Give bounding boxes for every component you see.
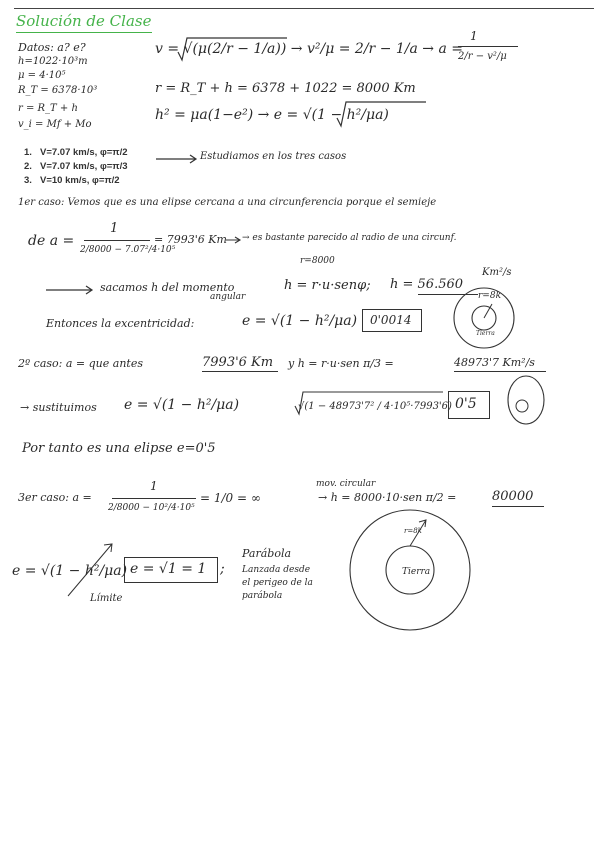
caso1-e-value: 0'0014 bbox=[370, 313, 412, 327]
caso3-eq: = 1/0 = ∞ bbox=[200, 491, 261, 505]
cases-arrow bbox=[156, 155, 196, 163]
caso1-intro: 1er caso: Vemos que es una elipse cercana a una circunferencia porque el semieje bbox=[18, 197, 437, 208]
caso2-sqrt-sign bbox=[295, 392, 443, 414]
caso2-intro: 2º caso: a = que antes bbox=[18, 357, 143, 370]
datos-vi: v_i = Mf + Mo bbox=[18, 119, 92, 130]
case-1: V=7.07 km/s, φ=π/2 bbox=[40, 147, 128, 158]
caso3-h-value: 80000 bbox=[492, 489, 534, 504]
vis-viva-sqrt-sign bbox=[178, 38, 287, 60]
caso1-excentricidad: Entonces la excentricidad: bbox=[46, 317, 195, 330]
caso1-circle-label: r=8k bbox=[478, 291, 502, 301]
caso2-sustituir: → sustituimos bbox=[20, 401, 97, 414]
a-denominator: 2/r − v²/μ bbox=[458, 51, 507, 62]
caso1-h-units: Km²/s bbox=[482, 267, 512, 278]
caso2-h-value: 48973'7 Km²/s bbox=[454, 356, 535, 369]
caso1-momento: sacamos h del momento bbox=[100, 281, 235, 294]
caso3-frac-den: 2/8000 − 10²/4·10⁵ bbox=[108, 503, 195, 513]
momento-arrow bbox=[46, 286, 92, 294]
caso1-e-formula: e = √(1 − h²/μa) bbox=[242, 313, 358, 329]
h-squared-equation: h² = μa(1−e²) → e = √(1 − h²/μa) bbox=[155, 107, 389, 123]
caso1-frac-num: 1 bbox=[110, 221, 119, 236]
earth-circle-caso2 bbox=[516, 400, 528, 412]
caso3-r-label: r=8k bbox=[404, 527, 422, 535]
caso3-parabola: Parábola bbox=[242, 547, 292, 560]
caso3-e-formula: e = √(1 − h²/μa) bbox=[12, 563, 128, 579]
caso1-tierra-label: Tierra bbox=[476, 330, 495, 337]
caso3-e-box-text: e = √1 = 1 bbox=[130, 561, 207, 577]
caso1-frac-den: 2/8000 − 7.07²/4·10⁵ bbox=[80, 245, 176, 255]
case-2-number: 2. bbox=[24, 161, 32, 172]
caso1-a: de a = bbox=[28, 233, 75, 249]
caso3-parabola-desc2: el perigeo de la bbox=[242, 578, 313, 588]
datos-h: h=1022·10³m bbox=[18, 56, 88, 67]
vis-viva-equation: v = √(μ(2/r − 1/a)) → v²/μ = 2/r − 1/a → a = bbox=[155, 41, 463, 57]
orbit-ellipse-caso2 bbox=[508, 376, 544, 424]
caso2-h-label: y h = r·u·sen π/3 = bbox=[288, 357, 394, 370]
caso1-r-above: r=8000 bbox=[300, 256, 335, 266]
caso1-result: = 7993'6 Km bbox=[154, 233, 227, 246]
caso2-e-formula: e = √(1 − h²/μa) bbox=[124, 397, 240, 413]
result-arrow bbox=[226, 237, 240, 243]
cases-note: Estudiamos en los tres casos bbox=[200, 151, 347, 162]
limit-arrow-caso3 bbox=[68, 544, 112, 596]
caso3-parabola-desc1: Lanzada desde bbox=[242, 565, 311, 575]
radius-equation: r = R_T + h = 6378 + 1022 = 8000 Km bbox=[155, 81, 416, 96]
caso1-h-value: h = 56.560 bbox=[390, 277, 464, 292]
case-2: V=7.07 km/s, φ=π/3 bbox=[40, 161, 128, 172]
caso2-e-expression: √(1 − 48973'7² / 4·10⁵·7993'6) bbox=[298, 401, 452, 412]
caso2-conclusion: Por tanto es una elipse e=0'5 bbox=[22, 441, 216, 456]
caso3-limite: Límite bbox=[90, 593, 123, 604]
caso1-h-label: h = r·u·senφ; bbox=[284, 278, 371, 293]
caso1-angular: angular bbox=[210, 292, 246, 302]
datos-header: Datos: a? e? bbox=[18, 41, 86, 54]
caso3-tierra-label: Tierra bbox=[402, 567, 431, 577]
h2-sqrt-sign bbox=[337, 102, 426, 126]
caso1-arrow-note: → es bastante parecido al radio de una circunf. bbox=[242, 233, 457, 243]
case-3: V=10 km/s, φ=π/2 bbox=[40, 175, 120, 186]
case-3-number: 3. bbox=[24, 175, 32, 186]
a-numerator: 1 bbox=[470, 29, 478, 43]
datos-rt: R_T = 6378·10³ bbox=[18, 85, 98, 96]
caso3-intro: 3er caso: a = bbox=[18, 491, 92, 504]
caso3-mov-circular: mov. circular bbox=[316, 479, 376, 489]
page-title: Solución de Clase bbox=[16, 12, 152, 30]
velocity-arrow-caso3 bbox=[410, 520, 426, 546]
case-1-number: 1. bbox=[24, 147, 32, 158]
caso3-parabola-desc3: parábola bbox=[242, 591, 283, 601]
caso2-e-value: 0'5 bbox=[455, 396, 477, 412]
caso3-h-expr: → h = 8000·10·sen π/2 = bbox=[318, 491, 457, 504]
earth-circle-caso3 bbox=[386, 546, 434, 594]
datos-mu: μ = 4·10⁵ bbox=[18, 70, 66, 81]
caso3-semicolon: ; bbox=[220, 561, 225, 577]
caso2-a-value: 7993'6 Km bbox=[202, 355, 274, 370]
caso3-frac-num: 1 bbox=[150, 479, 158, 493]
orbit-circle-caso3 bbox=[350, 510, 470, 630]
datos-r: r = R_T + h bbox=[18, 103, 78, 114]
